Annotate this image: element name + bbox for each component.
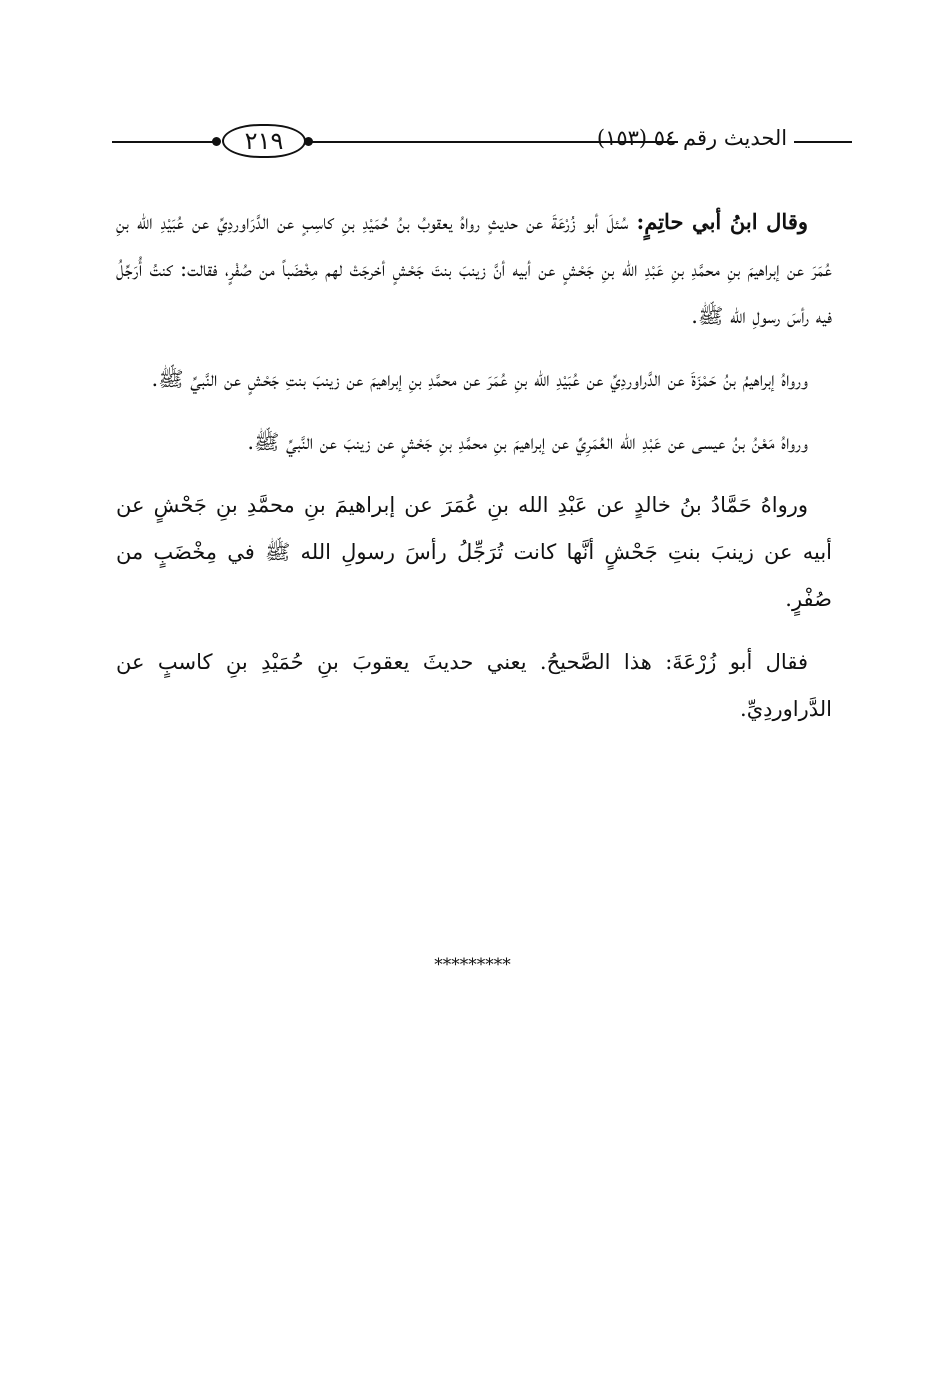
paragraph-text: سُئلَ أبو زُرْعَةَ عن حديثٍ رواهُ يعقوبُ بنُ حُمَيْدِ بنِ كاسِبٍ عن الدَّرَاوردِيِّ عن عُبَيْدِ الله بنِ عُمَرَ عن إبراهيمَ بنِ محمَّدِ بنِ عَبْدِ الله بنِ جَحْشٍ عن أبيه أنَّ زينبَ بنتَ جَحْشٍ أخرجَتْ لهم مِخْضَباً من صُفْرٍ، فقالت: كنتُ أُرَجِّلُ فيه رأسَ رسولِ الله ﷺ. (116, 210, 832, 328)
page-number-frame (222, 124, 306, 158)
header-rule-dot-left (212, 137, 221, 146)
header-rule-right (794, 141, 852, 143)
paragraph-text: ورواهُ حَمَّادُ بنُ خالدٍ عن عَبْدِ الله بنِ عُمَرَ عن إبراهيمَ بنِ محمَّدِ بنِ جَحْشٍ عن أبيه عن زينبَ بنتِ جَحْشٍ أنَّها كانت تُرَجِّلُ رأسَ رسولِ الله ﷺ في مِخْضَبٍ من صُفْرٍ. (116, 493, 832, 611)
paragraph-text: ورواهُ مَعْنُ بنُ عيسى عن عَبْدِ الله العُمَرِيِّ عن إبراهيمَ بنِ محمَّدِ بنِ جَحْشٍ عن زينبَ عن النَّبيِّ ﷺ. (247, 430, 808, 454)
paragraph-3 (116, 419, 832, 466)
page-header (112, 118, 852, 164)
paragraph-text: ورواهُ إبراهيمُ بنُ حَمْزَةَ عن الدَّراوردِيِّ عن عُبَيْدِ الله بنِ عُمَرَ عن محمَّدِ بنِ إبراهيمَ عن زينبَ بنتِ جَحْشٍ عن النَّبيِّ ﷺ. (151, 367, 808, 391)
section-separator: ********* (434, 955, 511, 975)
page-number: ٢١٩ (244, 127, 284, 155)
header-rule-left (112, 141, 216, 143)
running-title: الحديث رقم ٥٤ (١٥٣) (596, 126, 788, 150)
paragraph-lead: وقال ابنُ أبي حاتِمٍ: (636, 209, 808, 234)
paragraph-5 (116, 639, 832, 733)
page-body (116, 198, 832, 749)
paragraph-1 (116, 198, 832, 340)
paragraph-4 (116, 482, 832, 623)
paragraph-text: فقال أبو زُرْعَةَ: هذا الصَّحيحُ. يعني حديثَ يعقوبَ بنِ حُمَيْدِ بنِ كاسبٍ عن الدَّراوردِيِّ. (116, 650, 832, 721)
paragraph-2 (116, 356, 832, 403)
